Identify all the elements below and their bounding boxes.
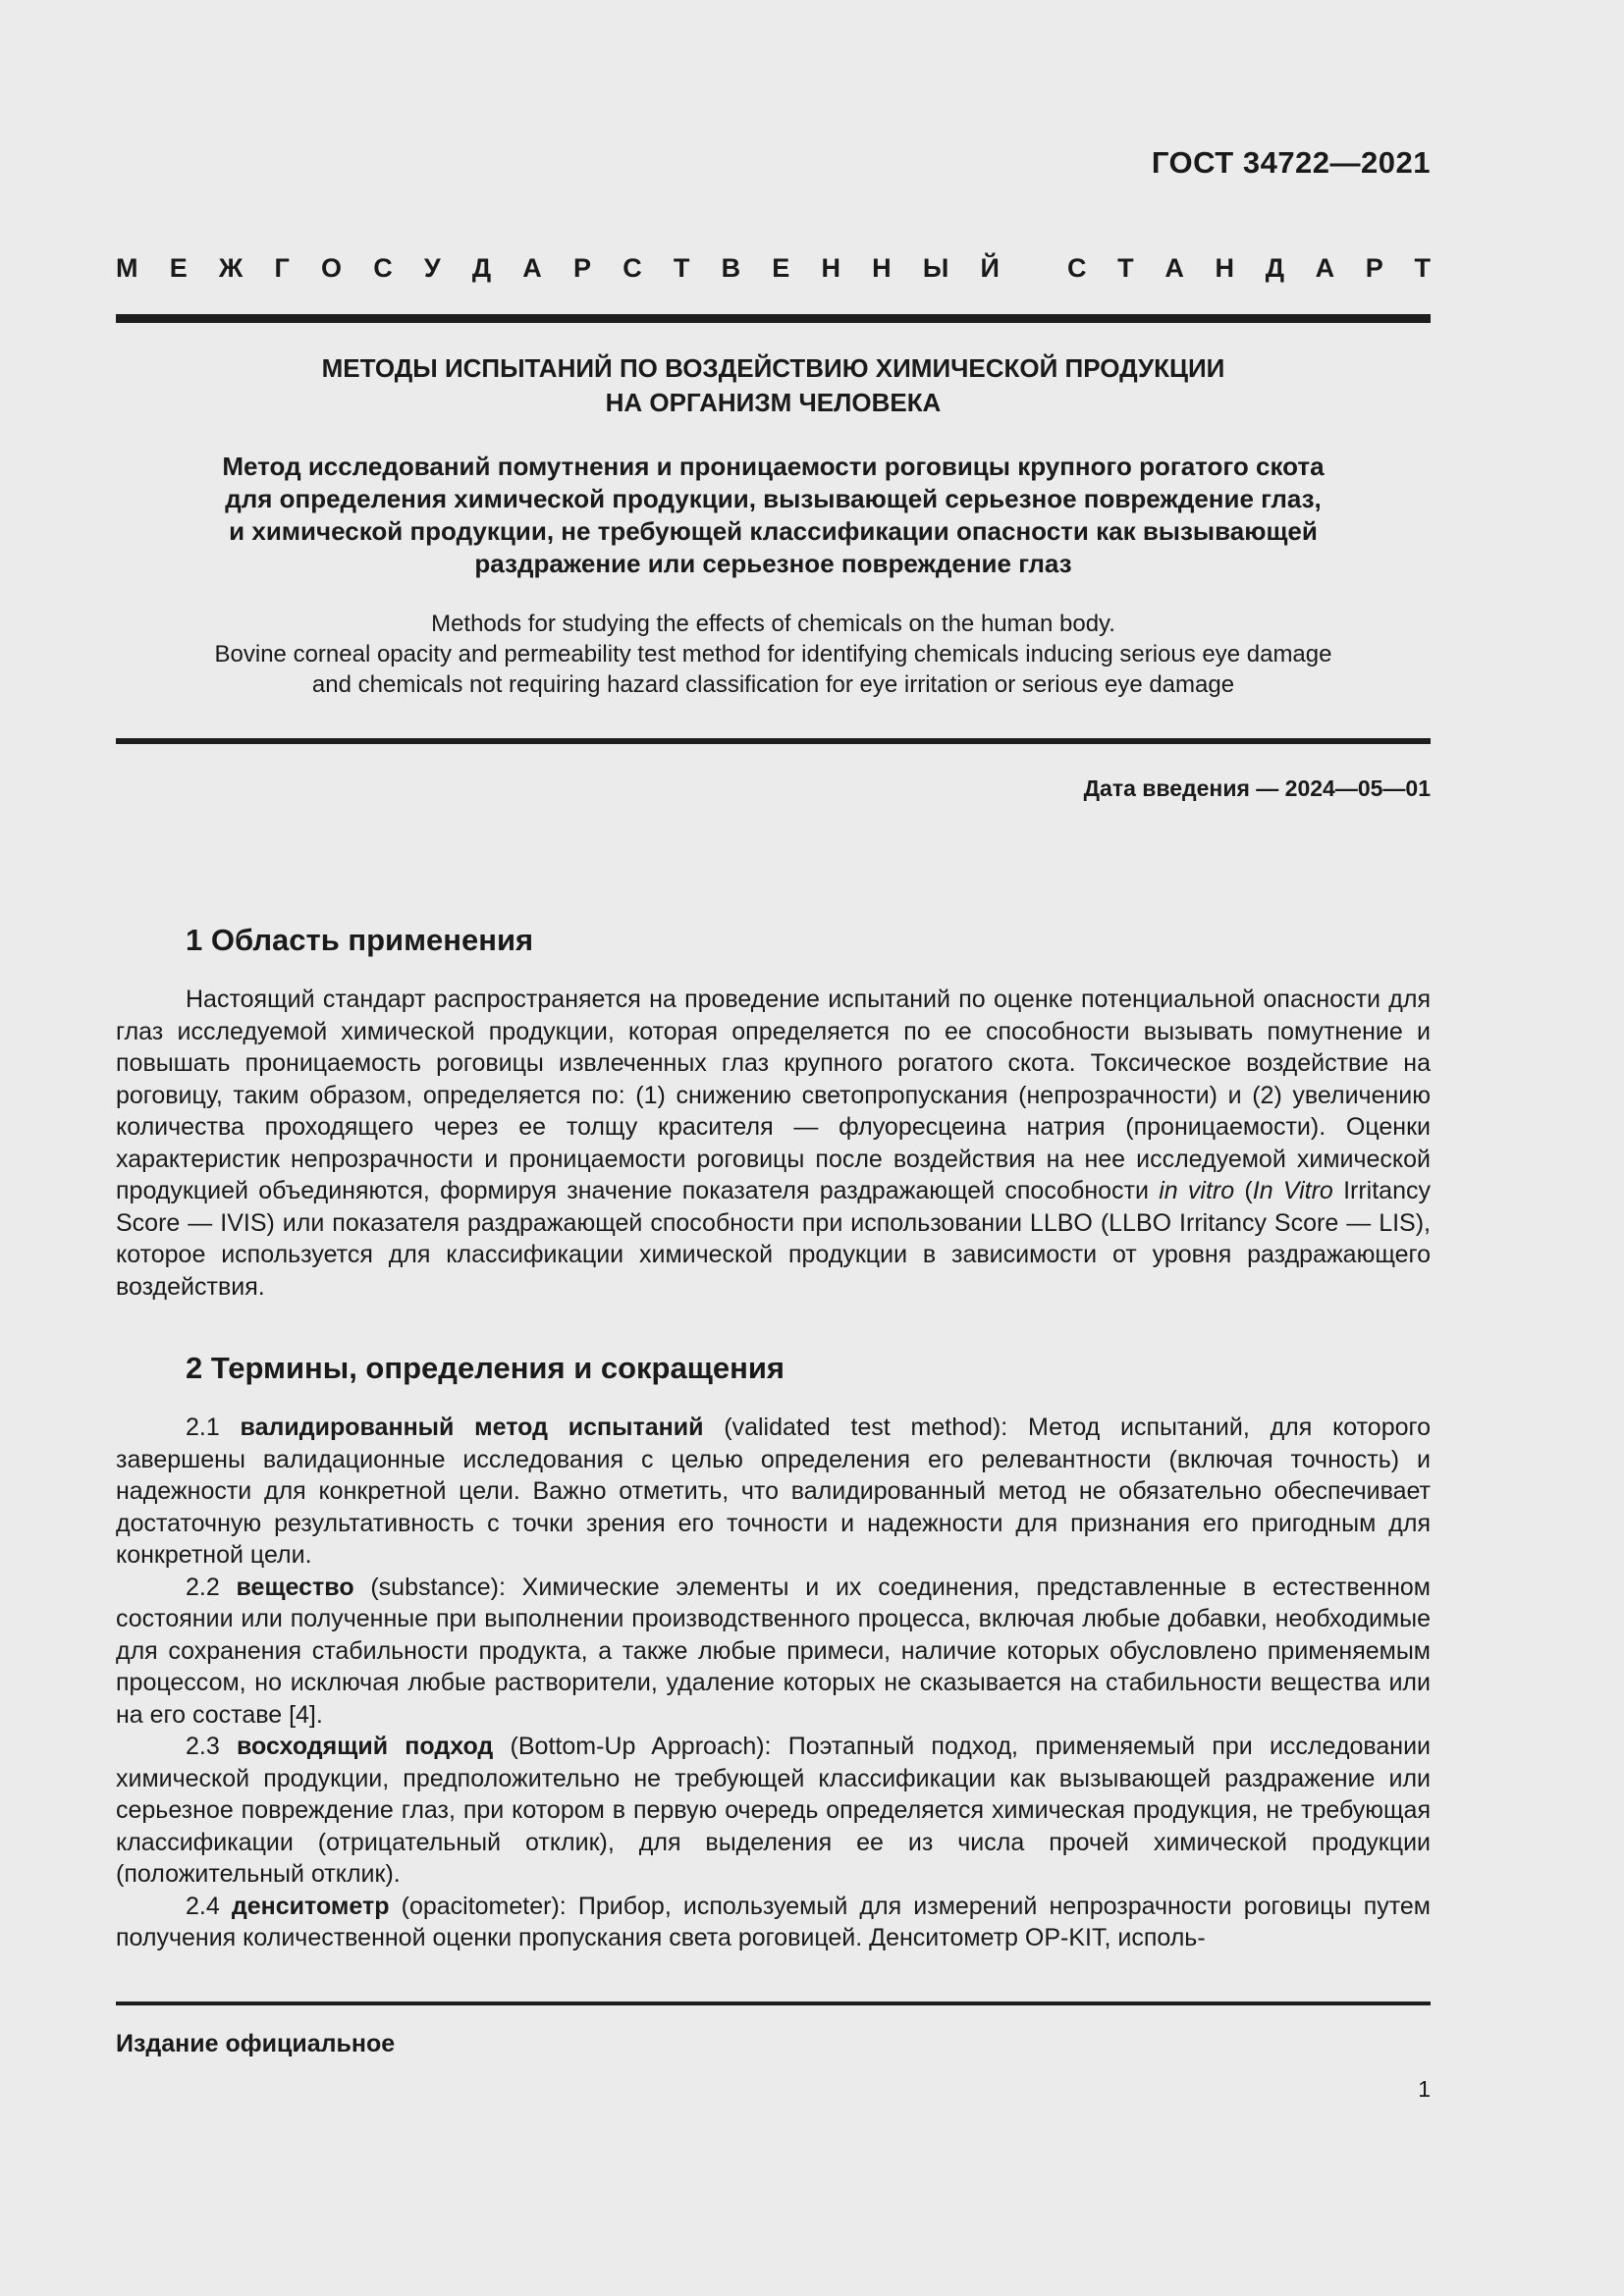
section-1-body <box>116 984 1431 1303</box>
page-number: 1 <box>1418 2076 1431 2102</box>
english-title: Methods for studying the effects of chemicals on the human body. Bovine corneal opacity and permeability test method for identifying chemicals inducing serious eye damage and chemicals not requiring hazard classification for eye irritation or serious eye damage <box>214 611 1332 698</box>
section-1-heading: 1 Область применения <box>186 923 534 957</box>
definition-item: 2.1 валидированный метод испытаний (validated test method): Метод испытаний, для которого завершены валидационные исследования с целью определения его релевантности (включая точность) и надежности для конкретной цели. Важно отметить, что валидированный метод не обязательно обеспечивает достаточную результативность с точки зрения его точности и надежности для признания его пригодным для конкретной цели. <box>116 1414 1431 1569</box>
interstate-standard-banner <box>116 253 1431 284</box>
definition-item: 2.2 вещество (substance): Химические элементы и их соединения, представленные в естественном состоянии или полученные при выполнении производственного процесса, включая любые добавки, необходимые для сохранения стабильности продукта, а также любые примеси, наличие которых обусловлено применяемым процессом, но исключая любые растворители, удаление которых не сказывается на стабильности вещества или на его составе [4]. <box>116 1573 1431 1729</box>
document-subtitle: Метод исследований помутнения и проницаемости роговицы крупного рогатого скота для определения химической продукции, вызывающей серьезное повреждение глаз, и химической продукции, не требующей классификации опасности как вызывающей раздражение или серьезное повреждение глаз <box>222 452 1325 578</box>
section-2-body <box>116 1412 1431 1954</box>
definition-item: 2.4 денситометр (opacitometer): Прибор, используемый для измерений непрозрачности роговицы путем получения количественной оценки пропускания света роговицей. Денситометр OP-KIT, исполь- <box>116 1892 1431 1951</box>
scope-paragraph: Настоящий стандарт распространяется на проведение испытаний по оценке потенциальной опасности для глаз исследуемой химической продукции, которая определяется по ее способности вызывать помутнение и повышать проницаемость роговицы извлеченных глаз крупного рогатого скота. Токсическое воздействие на роговицу, таким образом, определяется по: (1) снижению светопропускания (непрозрачности) и (2) увеличению количества проходящего через ее толщу красителя — флуоресцеина натрия (проницаемости). Оценки характеристик непрозрачности и проницаемости роговицы после воздействия на нее исследуемой химической продукцией объединяются, формируя значение показателя раздражающей способности in vitro (In Vitro Irritancy Score — IVIS) или показателя раздражающей способности при использовании LLBO (LLBO Irritancy Score — LIS), которое используется для классификации химической продукции в зависимости от уровня раздражающего воздействия. <box>116 986 1431 1301</box>
introduction-date: Дата введения — 2024—05—01 <box>1083 775 1431 801</box>
document-code: ГОСТ 34722—2021 <box>1151 145 1431 180</box>
official-edition-label: Издание официальное <box>116 2030 396 2057</box>
section-2-heading: 2 Термины, определения и сокращения <box>186 1351 785 1385</box>
banner-word-standard: С Т А Н Д А Р Т <box>1067 253 1431 283</box>
definition-item: 2.3 восходящий подход (Bottom-Up Approach): Поэтапный подход, применяемый при исследовании химической продукции, предположительно не требующей классификации как вызывающей раздражение или серьезное повреждение глаз, при котором в первую очередь определяется химическая продукция, не требующая классификации (отрицательный отклик), для выделения ее из числа прочей химической продукции (положительный отклик). <box>116 1733 1432 1888</box>
title-divider <box>116 738 1431 744</box>
banner-word-interstate: М Е Ж Г О С У Д А Р С Т В Е Н Н Ы Й <box>116 253 1000 283</box>
top-divider <box>116 314 1431 323</box>
footer-divider <box>116 2002 1431 2005</box>
document-title: МЕТОДЫ ИСПЫТАНИЙ ПО ВОЗДЕЙСТВИЮ ХИМИЧЕСКОЙ ПРОДУКЦИИ НА ОРГАНИЗМ ЧЕЛОВЕКА <box>321 353 1225 417</box>
